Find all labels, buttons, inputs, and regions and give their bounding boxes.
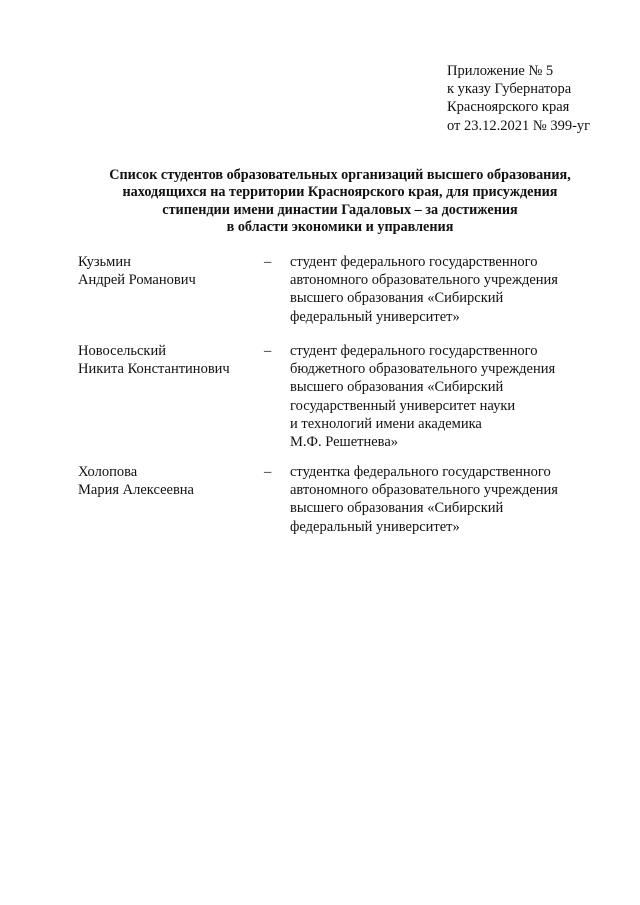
student-given-names: Никита Константинович — [78, 361, 230, 378]
description-line: бюджетного образовательного учреждения — [290, 361, 556, 378]
student-surname: Новосельский — [78, 343, 166, 359]
appendix-line: к указу Губернатора — [447, 81, 572, 98]
description-line: и технологий имени академика — [290, 415, 482, 432]
description-line: студент федерального государственного — [290, 254, 538, 270]
student-description — [290, 253, 600, 326]
title-line: находящихся на территории Красноярского края, для присуждения — [122, 184, 558, 201]
dash-separator: – — [264, 343, 272, 359]
student-name — [78, 342, 258, 378]
student-name — [78, 253, 258, 289]
description-line: М.Ф. Решетнева» — [290, 434, 399, 451]
dash-separator: – — [264, 254, 272, 270]
student-description — [290, 342, 600, 451]
description-line: автономного образовательного учреждения — [290, 272, 558, 289]
student-description — [290, 463, 600, 536]
description-line: высшего образования «Сибирский — [290, 290, 504, 307]
student-given-names: Андрей Романович — [78, 272, 196, 289]
student-surname: Холопова — [78, 464, 138, 480]
title-line: стипендии имени династии Гадаловых – за достижения — [162, 201, 518, 218]
description-line: государственный университет науки — [290, 397, 516, 414]
student-surname: Кузьмин — [78, 254, 131, 270]
appendix-line: Красноярского края — [447, 99, 570, 116]
description-line: студент федерального государственного — [290, 343, 538, 359]
description-line: высшего образования «Сибирский — [290, 379, 504, 396]
title-line: Список студентов образовательных организаций высшего образования, — [109, 167, 571, 183]
description-line: федеральный университет» — [290, 518, 460, 535]
title-line: в области экономики и управления — [226, 219, 454, 236]
student-name — [78, 463, 258, 499]
document-title — [60, 167, 620, 237]
student-given-names: Мария Алексеевна — [78, 482, 194, 499]
appendix-block — [447, 62, 632, 135]
description-line: автономного образовательного учреждения — [290, 482, 558, 499]
description-line: федеральный университет» — [290, 308, 460, 325]
description-line: высшего образования «Сибирский — [290, 500, 504, 517]
description-line: студентка федерального государственного — [290, 464, 551, 480]
appendix-line: Приложение № 5 — [447, 63, 554, 79]
appendix-line: от 23.12.2021 № 399-уг — [447, 117, 591, 134]
dash-separator: – — [264, 464, 272, 480]
